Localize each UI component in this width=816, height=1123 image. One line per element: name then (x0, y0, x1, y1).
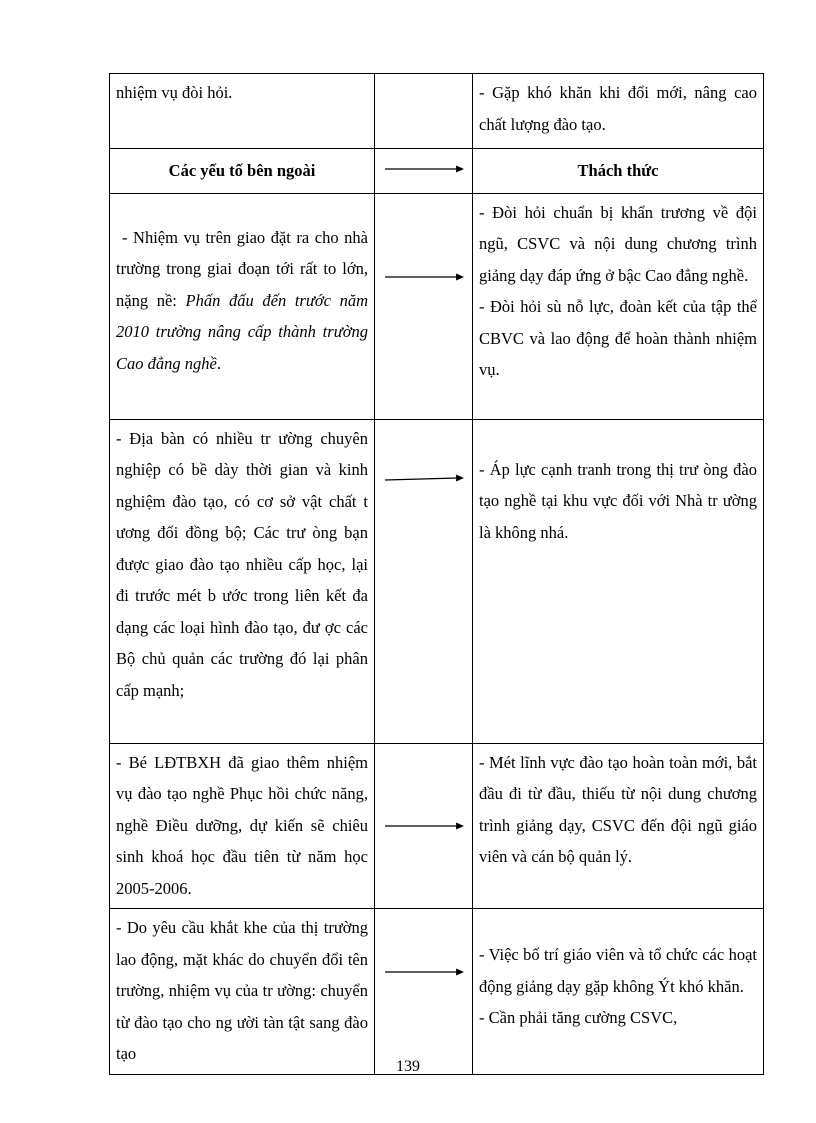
table-row (110, 909, 764, 1075)
page-number: 139 (396, 1058, 420, 1075)
cell-text: nhiệm vụ đòi hỏi. (116, 83, 233, 102)
table-row (110, 419, 764, 743)
cell-text: - Do yêu cầu khắt khe của thị trường lao động, mặt khác do chuyển đổi tên trường, nhiệm vụ của tr ường: chuyển từ đào tạo cho ng ười tàn tật sang đào tạo (116, 918, 368, 1063)
header-external-factors: Các yếu tố bên ngoài (168, 161, 316, 180)
header-threats: Thách thức (577, 161, 659, 180)
cell-text: - Đòi hỏi chuẩn bị khẩn trương về đội ngũ, CSVC và nội dung chương trình giảng dạy đáp ứng ở bậc Cao đẳng nghề. (479, 202, 757, 285)
arrow-right-icon (385, 967, 464, 977)
table-header-row (110, 149, 764, 194)
table-row (110, 743, 764, 909)
cell-text: - Mét lĩnh vực đào tạo hoàn toàn mới, bắt đầu đi từ đầu, thiếu từ nội dung chương trình giảng dạy, CSVC đến đội ngũ giáo viên và cán bộ quản lý. (479, 752, 757, 866)
external-factors-table (109, 73, 764, 1075)
cell-text: - Đòi hỏi sù nỗ lực, đoàn kết của tập thể CBVC và lao động để hoàn thành nhiệm vụ. (479, 297, 757, 379)
cell-text: - Nhiệm vụ trên giao đặt ra cho nhà trường trong giai đoạn tới rất to lớn, nặng nề: Phấn đấu đến trước năm 2010 trường nâng cấp thành trường Cao đẳng nghề. (116, 227, 369, 373)
cell-text: - Gặp khó khăn khi đổi mới, nâng cao chất lượng đào tạo. (479, 83, 757, 134)
table-row (110, 193, 764, 419)
cell-text: - Áp lực cạnh tranh trong thị trư òng đào tạo nghề tại khu vực đối với Nhà tr ường là không nhá. (479, 459, 757, 542)
table-row (110, 74, 764, 149)
cell-text: - Việc bố trí giáo viên và tổ chức các hoạt động giảng dạy gặp không Ýt khó khăn. (479, 945, 757, 996)
cell-text: - Cần phải tăng cường CSVC, (479, 1008, 678, 1027)
arrow-right-icon (385, 474, 464, 484)
cell-text: - Bé LĐTBXH đã giao thêm nhiệm vụ đào tạo nghề Phục hồi chức năng, nghề Điều dưỡng, dự kiến sẽ chiêu sinh khoá học đầu tiên từ năm học 2005-2006. (116, 752, 368, 898)
cell-text: - Địa bàn có nhiều tr ường chuyên nghiệp có bề dày thời gian và kinh nghiệm đào tạo, có cơ sở vật chất t ương đối đồng bộ; Các trư òng bạn được giao đào tạo nhiều cấp học, lại đi trước mét b ước trong liên kết đa dạng các loại hình đào tạo, đư ợc các Bộ chủ quản các trường đó lại phân cấp mạnh; (116, 428, 368, 700)
arrow-right-icon (385, 272, 464, 282)
arrow-right-icon (385, 821, 464, 831)
arrow-right-icon (385, 164, 464, 174)
